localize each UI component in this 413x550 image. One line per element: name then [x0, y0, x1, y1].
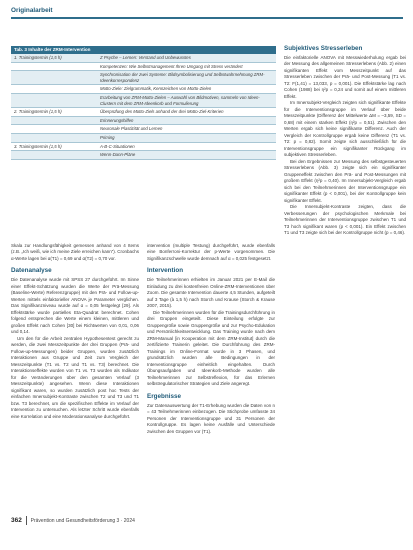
heading-data-analysis: Datenanalyse: [11, 267, 52, 275]
table-cell-session: [11, 85, 97, 94]
table-caption: Tab. 3 Inhalte der ZRM-Intervention: [11, 46, 276, 54]
table-cell-content: Neuronale Plastizität und Lernen: [97, 125, 276, 134]
intervention-table: [11, 46, 276, 160]
paragraph-stress-3: Bei den Ergebnissen zur Messung des selbstgesteuerten Stresserlebens (Abb. 3) zeigte sich ein signifikanter Gruppeneffekt zwischen den Prä- und Post-Messungen mit großem Effekt (η²p = 0,40). Im Innersubjekt-Vergleich ergab sich bei den Teilnehmerinnen der Interventionsgruppe ein signifikanter Effekt (p < 0,001), bei der Kontrollgruppe kein signifikanter Effekt.: [284, 158, 406, 203]
heading-stress: Subjektives Stresserleben: [284, 45, 363, 52]
page-number: 362: [11, 517, 22, 524]
table-row: [11, 133, 276, 142]
paragraph-stress-2: Im Innersubjekt-Vergleich zeigten sich signifikante Effekte für die Interventionsgruppe im Verlauf über beide Messzeitpunkte (Differenz der Mittelwerte ΔM = –3,59, SD = 0,68) mit einem starken Effekt (η²p = 0,51). Zwischen den Werten ergab sich keine signifikante Differenz. Auch der Vergleich der Kontrollgruppe ergab keine Differenz (T1 vs. T2: p = 0,82). Somit zeigte sich ausschließlich für die Interventionsgruppe ein signifikanter Rückgang im subjektiven Stresserleben.: [284, 100, 406, 158]
paragraph-data-1: Die Datenanalyse wurde mit SPSS 27 durchgeführt. Im Sinne einer Effekt-Schätzung wurden die Werte der Prä-Messung (Baseline-Werte) Referenzgruppe) mit den Prä- und Follow-up-Werten mittels einfaktorieller ANOVA je Parameter verglichen. Das Signifikanzniveau wurde auf α = 0,05 festgelegt [29]. Als Effektstärke wurde partielles Eta-Quadrat berechnet. Cohen folgend entsprechen die Werte einem kleinen, mittleren und großen Effekt nach Cohen [30] bei Richtwerten von 0,01, 0,06 und 0,14.: [11, 277, 139, 335]
page-footer: [11, 516, 135, 525]
table-cell-session: [11, 93, 97, 107]
table-cell-content: Kompetenzen: Wie Selbstmanagement Ihren Umgang mit Stress verändert: [97, 62, 276, 71]
paragraph-data-2: Um den für die Arbeit zentralen Hypothesentest gerecht zu werden, die zwei Messzeitpunkte der drei Gruppen (Prä- und Follow-up-Messungen) beider Gruppen, wurden zusätzlich Interaktionen aus Gruppe und Zeit zum Vergleich der Messzeitpunkte (T1 vs. T2 und T1 vs. T3) berechnet. Die Interaktionseffekte wurden von T1 vs. T3 wurden als Indikator für die Veränderungen über den gesamten Verlauf (3 Messzeitpunkte) angesehen. Wenn diese Interaktionen signifikant waren, so wurden zusätzlich post hoc Tests der einfachen Innersubjekt-Kontraste zwischen T2 und T3 und T1 bzw. T3 berechnet, um die spezifischen Effekte im Verlauf der Intervention zu untersuchen. Als letzter Schritt wurde ebenfalls eine Korrelation und eine Moderationsanalyse durchgeführt.: [11, 335, 139, 419]
left-column: [11, 243, 139, 420]
table-row: [11, 125, 276, 134]
footer-separator: [26, 516, 27, 525]
table-cell-content: Erinnerungshilfen: [97, 116, 276, 125]
table-cell-session: 3. Trainingstermin (1,5 h): [11, 142, 97, 151]
table-row: [11, 142, 276, 151]
table-row: [11, 85, 276, 94]
right-column: [284, 45, 406, 237]
header-rule: [11, 17, 403, 19]
heading-results: Ergebnisse: [147, 392, 181, 400]
table-cell-content: Wenn-Dann-Pläne: [97, 151, 276, 160]
table-cell-content: Erarbeitung von ZRM-Motto-Zielen – Auswahl von Bildmotiven, sammeln von Ideen-Clustern mit dem ZRM-Ideenkorb und Formulierung: [97, 93, 276, 107]
table-row: [11, 71, 276, 85]
table-cell-content: Motto-Ziele: Zielgrammatik, Kennzeichen von Motto-Zielen: [97, 85, 276, 94]
paragraph-stress-4: Die Innersubjekt-Kontraste zeigten, dass die Verbesserungen der psychologischen Merkmale bei Teilnehmerinnen der Interventionsgruppe zwischen T1 und T3 hoch signifikant waren (p < 0,001). Ein Effekt zwischen T1 und T3 zeigte sich bei der Kontrollgruppe nicht (p = 0,46).: [284, 204, 406, 236]
paragraph-continuation: intervention (multiple Testung) durchgeführt, wurde ebenfalls eine Bonferroni-Korrektur der p-Werte vorgenommen. Die Signifikanzschwelle wurde demnach auf α = 0,025 festgesetzt.: [147, 243, 275, 261]
table-cell-session: 2. Trainingstermin (1,5 h): [11, 108, 97, 117]
paragraph-intervention-1: Die Teilnehmerinnen erhielten im Januar 2021 per E-Mail die Einladung zu drei kostenfreien Online-ZRM-Interventionen über Zoom. Die gesamte Intervention dauerte 4,5 Stunden, aufgeteilt auf 3 Tage (à 1,5 h) nach Storch und Krause (Storch & Krause 2007, 2015).: [147, 277, 275, 309]
table-cell-session: [11, 133, 97, 142]
middle-column: [147, 243, 275, 435]
table-row: [11, 93, 276, 107]
table-cell-session: [11, 125, 97, 134]
table-cell-content: A-B-C-Situationen: [97, 142, 276, 151]
table-row: [11, 54, 276, 62]
table-cell-session: [11, 151, 97, 160]
table-cell-session: [11, 62, 97, 71]
table-cell-session: 1. Trainingstermin (1,5 h): [11, 54, 97, 62]
paragraph-intro: Skala zur Handlungsfähigkeit gemessen anhand von 4 Items (z.B. „Ich weiß, wie ich meine Ziele erreichen kann“). Cronbachs α-Werte lagen bei α(T1) = 0,69 und α(T2) = 0,70 vor.: [11, 243, 139, 261]
paragraph-intervention-2: Die Teilnehmerinnen wurden für die Trainingsdurchführung in drei Gruppen eingeteilt. Diese Einteilung erfolgte zur Gruppengröße sowie Gruppengröße und zur Psycho-Edukation und Persönlichkeitsentwicklung. Das Training wurde nach dem ZRM-Manual [in Kooperation mit dem ZRM-Institut] durch die zertifizierte Trainerin geleitet. Die Durchführung des ZRM-Trainings im Online-Format wurde in 3 Phasen, und grundsätzlich wurden alle Bedingungen in der Interventionsgruppe einheitlich eingehalten. Durch Übungsaufgaben und Ideenkorb-Methode wurden alle Teilnehmerinnen zur Selbstreflexion, für das Erlernen selbstregulatorischer Strategien und Ziele angeregt.: [147, 309, 275, 387]
table-cell-content: Priming: [97, 133, 276, 142]
table-row: [11, 116, 276, 125]
table-cell-content: Überprüfung des Motto-Ziels anhand der drei Motto-Ziel-Kriterien: [97, 108, 276, 117]
table-row: [11, 62, 276, 71]
table-row: [11, 151, 276, 160]
table-cell-content: Synchronisation der zwei Systeme: Bildsymbolisierung und Selbstwahrnehmung ZRM-Ideenkorrespondenz: [97, 71, 276, 85]
table-cell-session: [11, 116, 97, 125]
paragraph-results-1: Zur Datenauswertung der T1-Erhebung wurden die Daten von n = 43 Teilnehmerinnen einbezogen. Die Stichprobe umfasste 34 Personen der Interventionsgruppe und 31 Personen der Kontrollgruppe. Es lagen keine Ausfälle und Unterschiede zwischen den Gruppen vor (T1).: [147, 402, 275, 434]
paragraph-stress-1: Die einfaktorielle ANOVA mit Messwiederholung ergab bei der Messung des allgemeinen Stresserlebens (Abb. 2) einen signifikanten Effekt vom Messzeitpunkt auf das Stresserleben zwischen der Prä- und Post-Messung (T1 vs. T2: F(1,41) = 13,033, p = 0,001). Die Effektstärke lag nach Cohen (1988) bei η²p = 0,24 und somit auf einem mittleren Effekt.: [284, 55, 406, 99]
table-body: [11, 54, 276, 160]
table-row: [11, 108, 276, 117]
section-tag: Originalarbeit: [11, 7, 53, 14]
table-cell-content: Z Psyche – Lernen: Verstand und Unbewusstes: [97, 54, 276, 62]
table-cell-session: [11, 71, 97, 85]
heading-intervention: Intervention: [147, 267, 184, 275]
journal-name: Prävention und Gesundheitsförderung 3 · 2024: [30, 517, 135, 524]
